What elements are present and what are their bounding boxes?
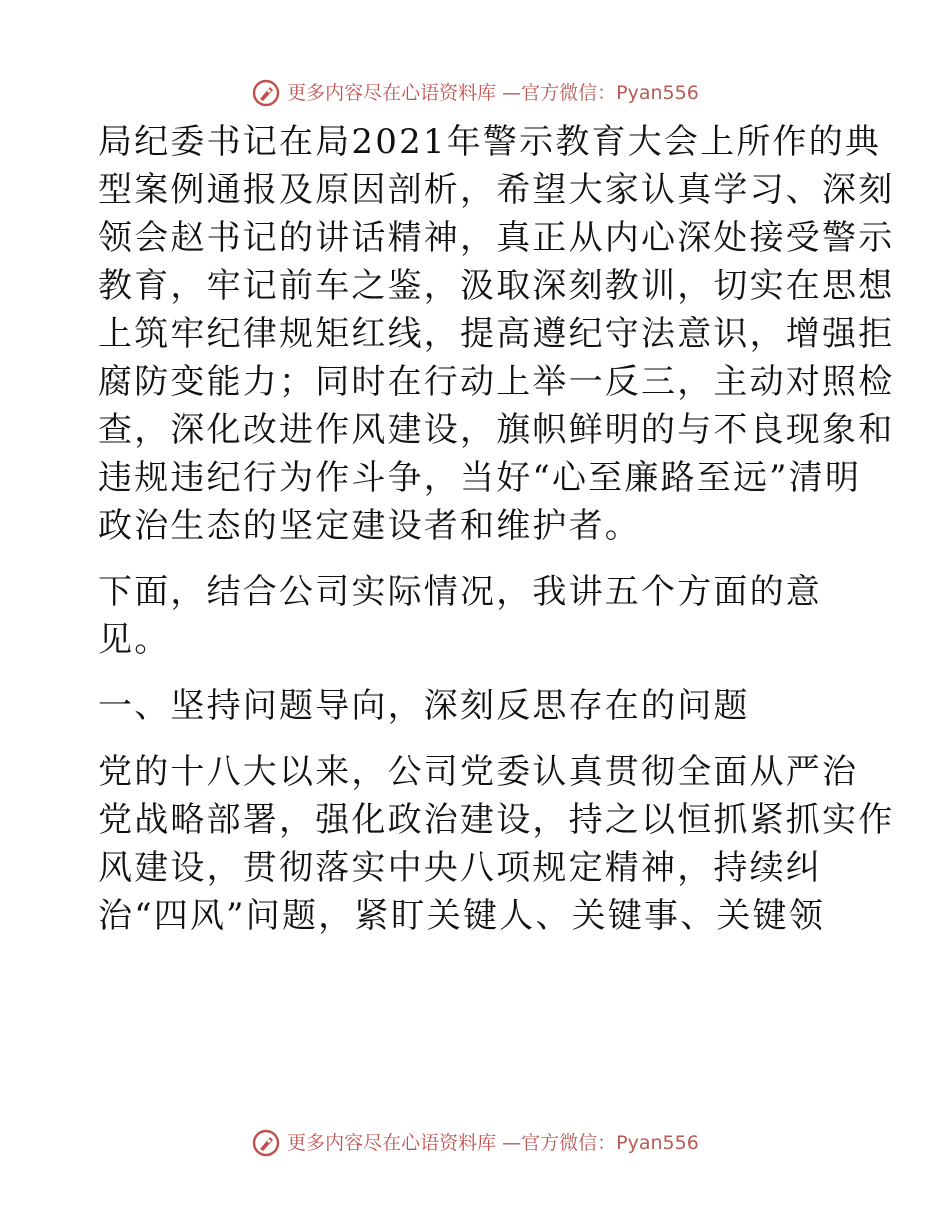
paragraph-intro	[98, 568, 858, 664]
text-line: 教育，牢记前车之鉴，汲取深刻教训，切实在思想	[98, 266, 895, 306]
text-line: 下面，结合公司实际情况，我讲五个方面的意	[98, 572, 822, 612]
text-line: 局纪委书记在局2021年警示教育大会上所作的典	[98, 122, 882, 162]
text-line: 型案例通报及原因剖析，希望大家认真学习、深刻	[98, 170, 895, 210]
pen-nib-circle-icon	[251, 78, 281, 108]
paragraph-party-discipline	[98, 748, 895, 940]
heading-line: 一、坚持问题导向，深刻反思存在的问题	[98, 686, 750, 726]
text-line: 见。	[98, 620, 171, 660]
text-line: 查，深化改进作风建设，旗帜鲜明的与不良现象和	[98, 410, 895, 450]
watermark-wechat: —官方微信：Pyan556	[502, 1132, 699, 1154]
text-line: 上筑牢纪律规矩红线，提高遵纪守法意识，增强拒	[98, 314, 895, 354]
section-heading-1	[98, 682, 858, 730]
pen-nib-circle-icon	[251, 1128, 281, 1158]
header-watermark	[0, 78, 950, 108]
watermark-text: 更多内容尽在心语资料库	[287, 82, 497, 104]
footer-watermark	[0, 1128, 950, 1158]
watermark-wechat: —官方微信：Pyan556	[502, 82, 699, 104]
paragraph-warning-education	[98, 118, 895, 550]
text-line: 党战略部署，强化政治建设，持之以恒抓紧抓实作	[98, 800, 895, 840]
text-line: 违规违纪行为作斗争，当好“心至廉路至远”清明	[98, 458, 862, 498]
text-line: 政治生态的坚定建设者和维护者。	[98, 506, 641, 546]
document-body	[98, 118, 895, 940]
text-line: 党的十八大以来，公司党委认真贯彻全面从严治	[98, 752, 859, 792]
text-line: 治“四风”问题，紧盯关键人、关键事、关键领	[98, 896, 825, 936]
text-line: 风建设，贯彻落实中央八项规定精神，持续纠	[98, 848, 822, 888]
text-line: 领会赵书记的讲话精神，真正从内心深处接受警示	[98, 218, 895, 258]
text-line: 腐防变能力；同时在行动上举一反三，主动对照检	[98, 362, 895, 402]
watermark-text: 更多内容尽在心语资料库	[287, 1132, 497, 1154]
